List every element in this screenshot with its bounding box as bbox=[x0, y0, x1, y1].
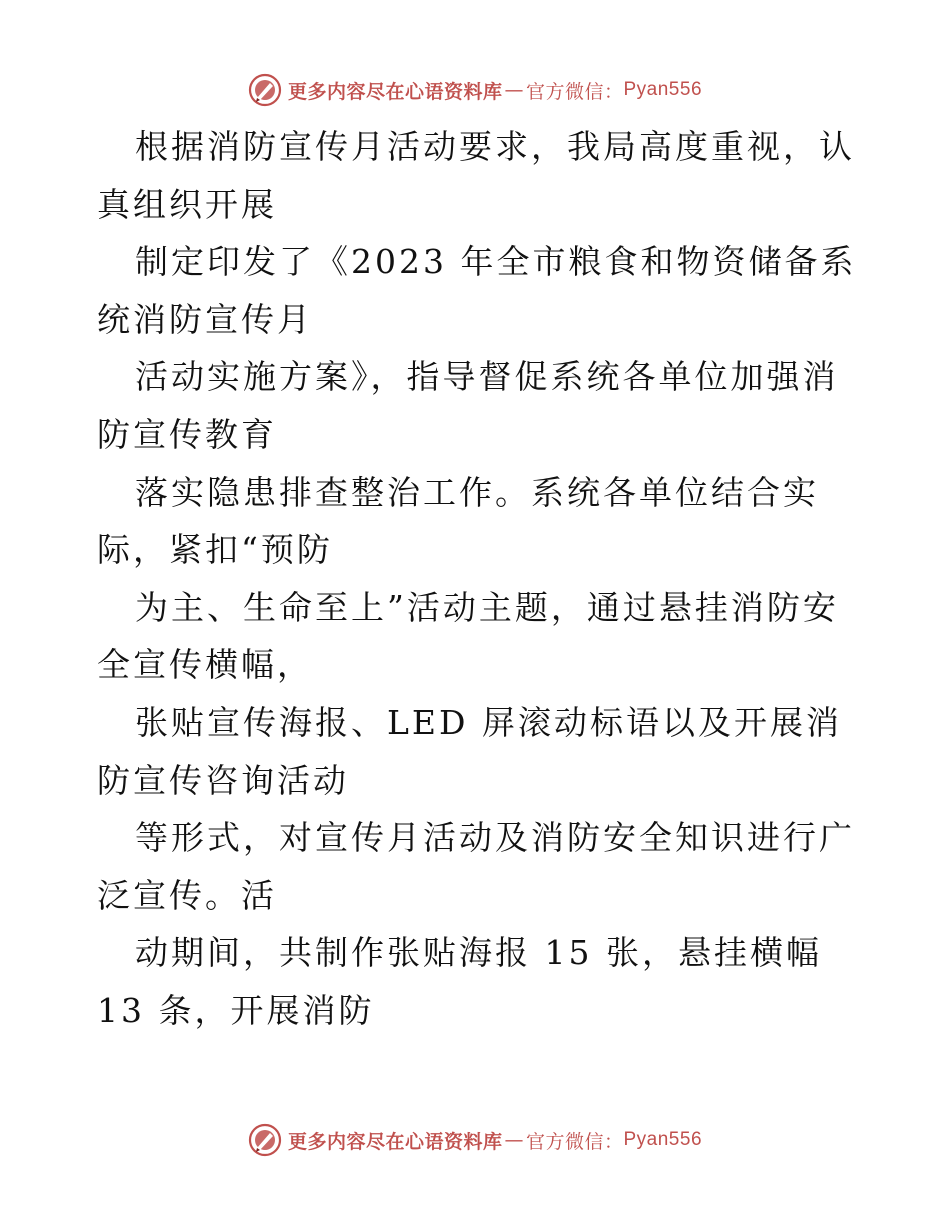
paragraph-line-6: 张贴宣传海报、LED 屏滚动标语以及开展消防宣传咨询活动 bbox=[97, 702, 842, 800]
header-official-label: 官方微信： bbox=[525, 80, 624, 103]
paragraph-line-7: 等形式，对宣传月活动及消防安全知识进行广泛宣传。活 bbox=[97, 818, 855, 915]
footer-account: Pyan556 bbox=[623, 1129, 703, 1150]
header-brand-text: 更多内容尽在心语资料库 bbox=[287, 80, 503, 103]
paragraph-line-2: 制定印发了《2023 年全市粮食和物资储备系统消防宣传月 bbox=[97, 242, 857, 339]
footer-brand-text: 更多内容尽在心语资料库 bbox=[287, 1130, 503, 1153]
footer-official-label: 官方微信： bbox=[525, 1130, 624, 1153]
header-separator: — bbox=[504, 79, 524, 101]
header-account: Pyan556 bbox=[623, 79, 703, 100]
footer-separator: — bbox=[504, 1129, 524, 1151]
pen-logo-icon bbox=[248, 1123, 282, 1157]
paragraph-line-1: 根据消防宣传月活动要求，我局高度重视，认真组织开展 bbox=[97, 127, 855, 224]
paragraph-line-5: 为主、生命至上”活动主题，通过悬挂消防安全宣传横幅， bbox=[97, 587, 839, 685]
paragraph-line-4: 落实隐患排查整治工作。系统各单位结合实际，紧扣“预防 bbox=[97, 472, 819, 570]
paragraph-line-3: 活动实施方案》，指导督促系统各单位加强消防宣传教育 bbox=[97, 357, 839, 454]
paragraph-line-8: 动期间，共制作张贴海报 15 张，悬挂横幅 13 条，开展消防 bbox=[97, 933, 822, 1030]
footer-watermark bbox=[0, 1120, 950, 1160]
document-body bbox=[97, 118, 857, 1040]
header-watermark bbox=[0, 70, 950, 110]
pen-logo-icon bbox=[248, 73, 282, 107]
